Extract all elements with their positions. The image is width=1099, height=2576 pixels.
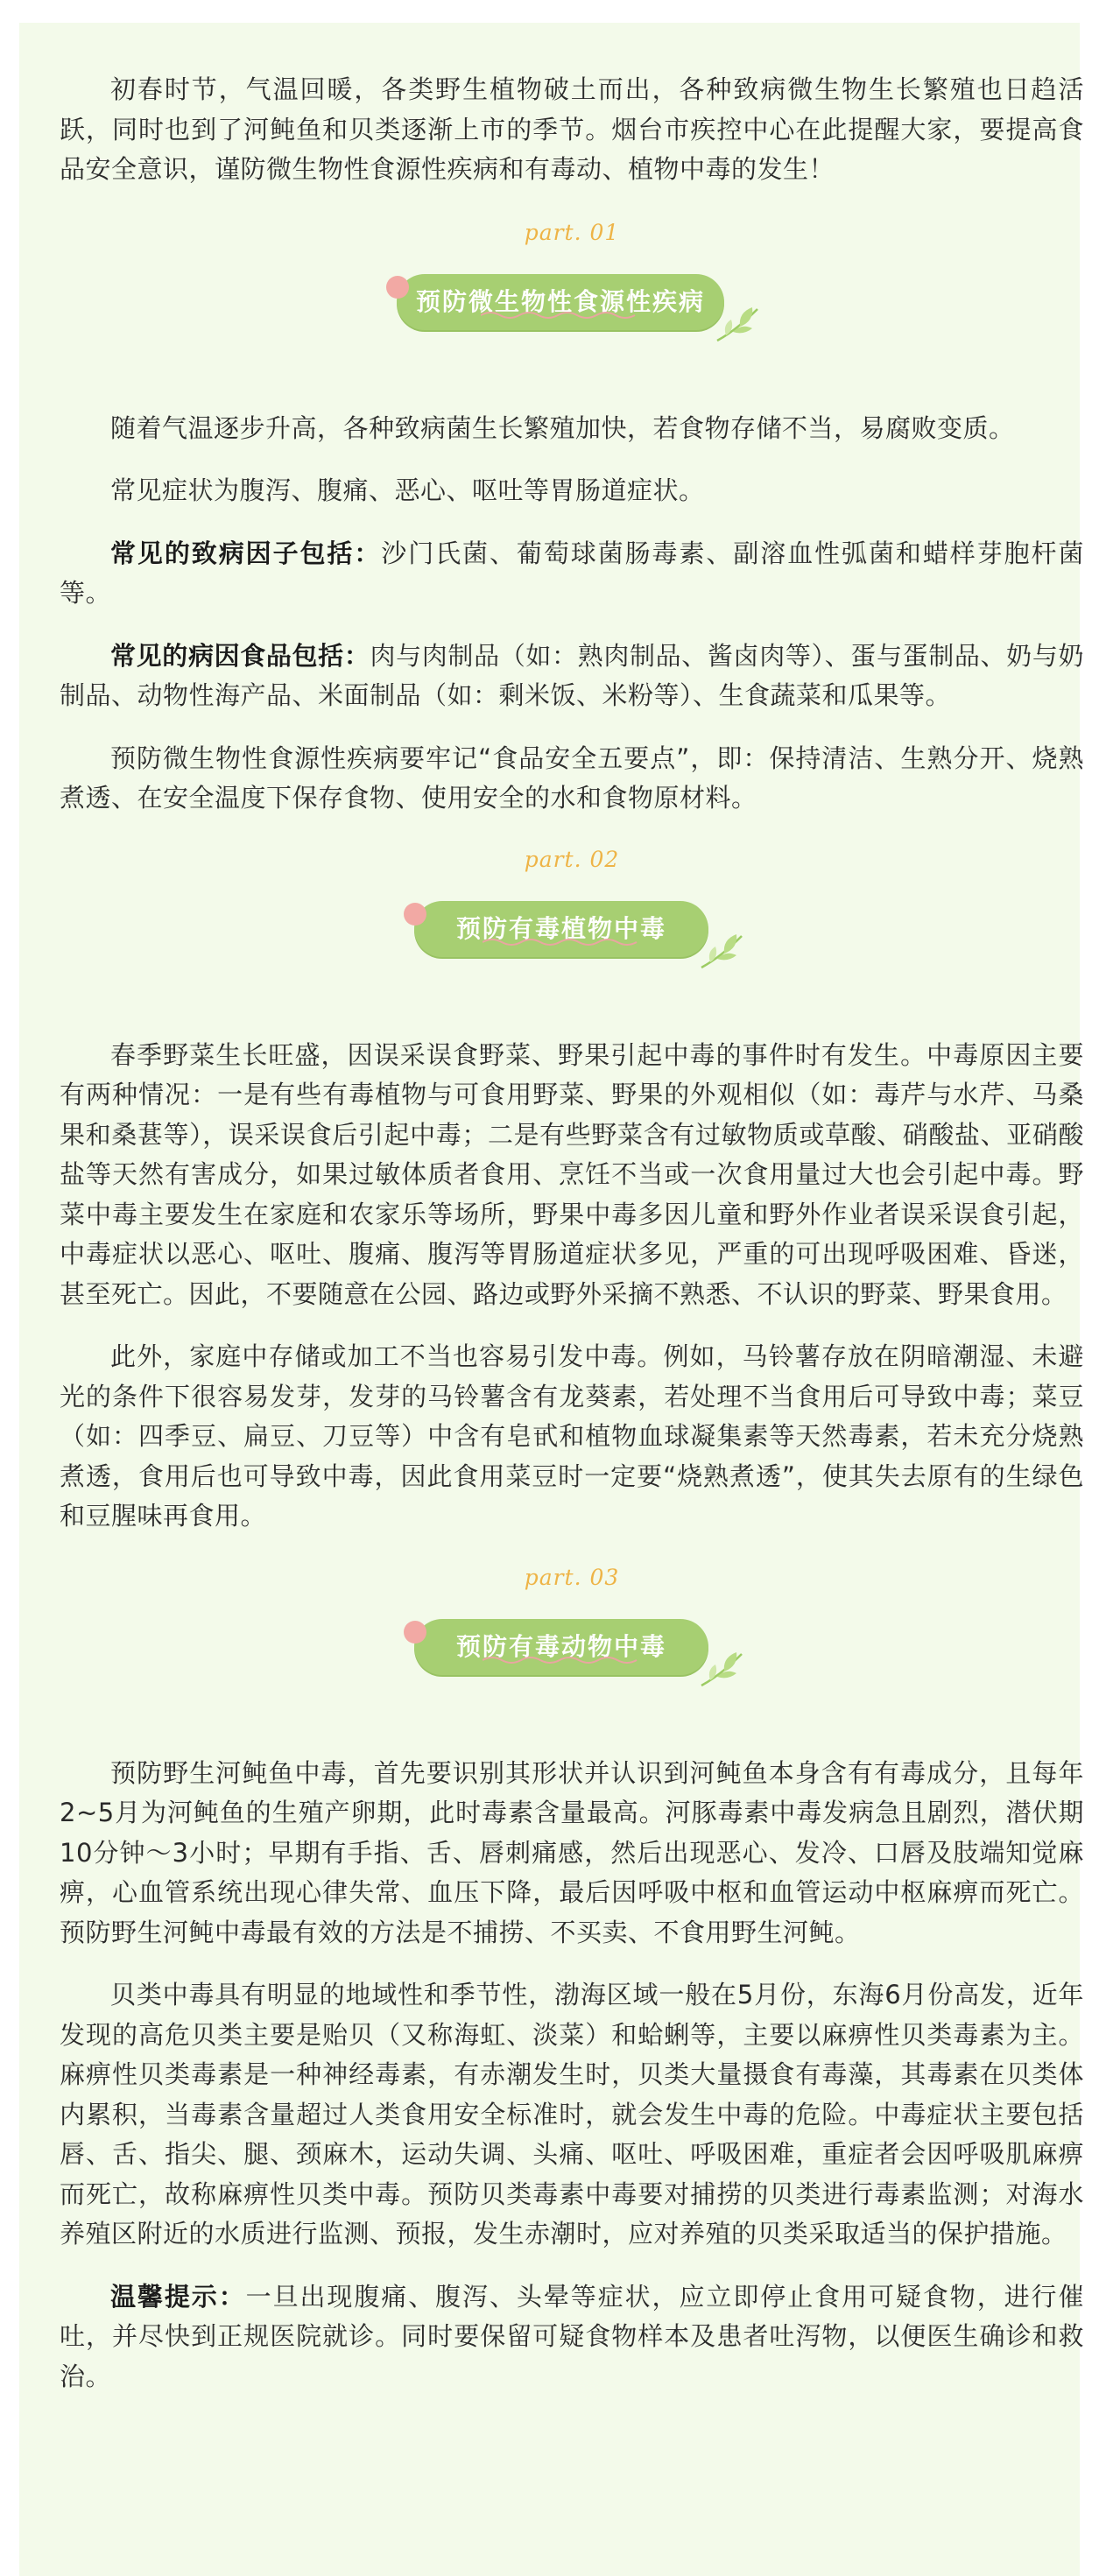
leaf-icon	[698, 1649, 749, 1689]
section-1-paragraph	[60, 471, 1084, 511]
section-2-paragraph	[60, 1036, 1084, 1315]
section-title: 预防微生物性食源性疾病	[415, 286, 705, 316]
wave-line-icon	[483, 1654, 640, 1666]
wave-line-icon	[481, 309, 638, 321]
para-text: 预防微生物性食源性疾病要牢记“食品安全五要点”，即：保持清洁、生熟分开、烧熟煮透、在安全温度下保存食物、使用安全的水和食物原材料。	[60, 743, 1084, 813]
section-title-badge	[397, 1603, 747, 1691]
section-2-paragraph	[60, 1337, 1084, 1537]
intro-paragraph: 初春时节，气温回暖，各类野生植物破土而出，各种致病微生物生长繁殖也日趋活跃，同时也到了河鲀鱼和贝类逐渐上市的季节。烟台市疾控中心在此提醒大家，要提高食品安全意识，谨防微生物性食源性疾病和有毒动、植物中毒的发生！	[60, 74, 1084, 184]
article-content	[60, 70, 1084, 2419]
section-title-badge	[397, 885, 747, 973]
part-label: part. 01	[524, 219, 620, 245]
pink-dot-icon	[404, 1621, 426, 1643]
section-header-part-02	[60, 841, 1084, 1017]
section-1-paragraph	[60, 534, 1084, 614]
section-1-paragraph	[60, 739, 1084, 819]
para-text: 预防野生河鲀鱼中毒，首先要识别其形状并认识到河鲀鱼本身含有有毒成分，且每年2~5月为河鲀鱼的生殖产卵期，此时毒素含量最高。河豚毒素中毒发病急且剧烈，潜伏期10分钟～3小时；早期有手指、舌、唇刺痛感，然后出现恶心、发冷、口唇及肢端知觉麻痹，心血管系统出现心律失常、血压下降，最后因呼吸中枢和血管运动中枢麻痹而死亡。预防野生河鲀中毒最有效的方法是不捕捞、不买卖、不食用野生河鲀。	[60, 1757, 1084, 1947]
section-title: 预防有毒动物中毒	[455, 1631, 666, 1661]
para-text: 春季野菜生长旺盛，因误采误食野菜、野果引起中毒的事件时有发生。中毒原因主要有两种情况：一是有些有毒植物与可食用野菜、野果的外观相似（如：毒芹与水芹、马桑果和桑葚等），误采误食后引起中毒；二是有些野菜含有过敏物质或草酸、硝酸盐、亚硝酸盐等天然有害成分，如果过敏体质者食用、烹饪不当或一次食用量过大也会引起中毒。野菜中毒主要发生在家庭和农家乐等场所，野果中毒多因儿童和野外作业者误采误食引起，中毒症状以恶心、呕吐、腹痛、腹泻等胃肠道症状多见，严重的可出现呼吸困难、昏迷，甚至死亡。因此，不要随意在公园、路边或野外采摘不熟悉、不认识的野菜、野果食用。	[60, 1039, 1084, 1309]
part-label: part. 02	[524, 846, 620, 872]
part-label: part. 03	[524, 1564, 620, 1590]
pink-dot-icon	[404, 903, 426, 926]
leaf-icon	[698, 931, 749, 971]
section-header-part-01	[60, 215, 1084, 390]
title-pill	[397, 274, 724, 330]
section-title-badge	[379, 258, 764, 346]
para-text: 一旦出现腹痛、腹泻、头晕等症状，应立即停止食用可疑食物，进行催吐，并尽快到正规医院就诊。同时要保留可疑食物样本及患者吐泻物，以便医生确诊和救治。	[60, 2281, 1084, 2391]
para-lead: 温馨提示：	[110, 2281, 246, 2312]
title-pill	[414, 901, 708, 957]
para-text: 沙门氏菌、葡萄球菌肠毒素、副溶血性弧菌和蜡样芽胞杆菌等。	[60, 538, 1084, 608]
title-pill	[414, 1619, 708, 1675]
para-text: 此外，家庭中存储或加工不当也容易引发中毒。例如，马铃薯存放在阴暗潮湿、未避光的条件下很容易发芽，发芽的马铃薯含有龙葵素，若处理不当食用后可导致中毒；菜豆（如：四季豆、扁豆、刀豆等）中含有皂甙和植物血球凝集素等天然毒素，若未充分烧熟煮透，食用后也可导致中毒，因此食用菜豆时一定要“烧熟煮透”，使其失去原有的生绿色和豆腥味再食用。	[60, 1341, 1084, 1531]
para-lead: 常见的病因食品包括：	[110, 640, 370, 671]
pink-dot-icon	[386, 276, 409, 299]
section-header-part-03	[60, 1559, 1084, 1735]
section-1-paragraph	[60, 409, 1084, 449]
para-text: 肉与肉制品（如：熟肉制品、酱卤肉等）、蛋与蛋制品、奶与奶制品、动物性海产品、米面制品（如：剩米饭、米粉等）、生食蔬菜和瓜果等。	[60, 640, 1084, 710]
warm-tip-paragraph	[60, 2277, 1084, 2397]
para-lead: 常见的致病因子包括：	[110, 538, 382, 568]
section-3-paragraph	[60, 1975, 1084, 2255]
leaf-icon	[714, 304, 764, 344]
para-text: 随着气温逐步升高，各种致病菌生长繁殖加快，若食物存储不当，易腐败变质。	[110, 412, 1015, 443]
section-title: 预防有毒植物中毒	[455, 913, 666, 943]
section-3-paragraph	[60, 1754, 1084, 1953]
wave-line-icon	[483, 936, 640, 948]
article-panel	[19, 23, 1084, 2576]
para-text: 贝类中毒具有明显的地域性和季节性，渤海区域一般在5月份，东海6月份高发，近年发现的高危贝类主要是贻贝（又称海虹、淡菜）和蛤蜊等，主要以麻痹性贝类毒素为主。麻痹性贝类毒素是一种神经毒素，有赤潮发生时，贝类大量摄食有毒藻，其毒素在贝类体内累积，当毒素含量超过人类食用安全标准时，就会发生中毒的危险。中毒症状主要包括唇、舌、指尖、腿、颈麻木，运动失调、头痛、呕吐、呼吸困难，重症者会因呼吸肌麻痹而死亡，故称麻痹性贝类中毒。预防贝类毒素中毒要对捕捞的贝类进行毒素监测；对海水养殖区附近的水质进行监测、预报，发生赤潮时，应对养殖的贝类采取适当的保护措施。	[60, 1980, 1084, 2249]
section-1-paragraph	[60, 637, 1084, 716]
para-text: 常见症状为腹泻、腹痛、恶心、呕吐等胃肠道症状。	[110, 475, 705, 505]
